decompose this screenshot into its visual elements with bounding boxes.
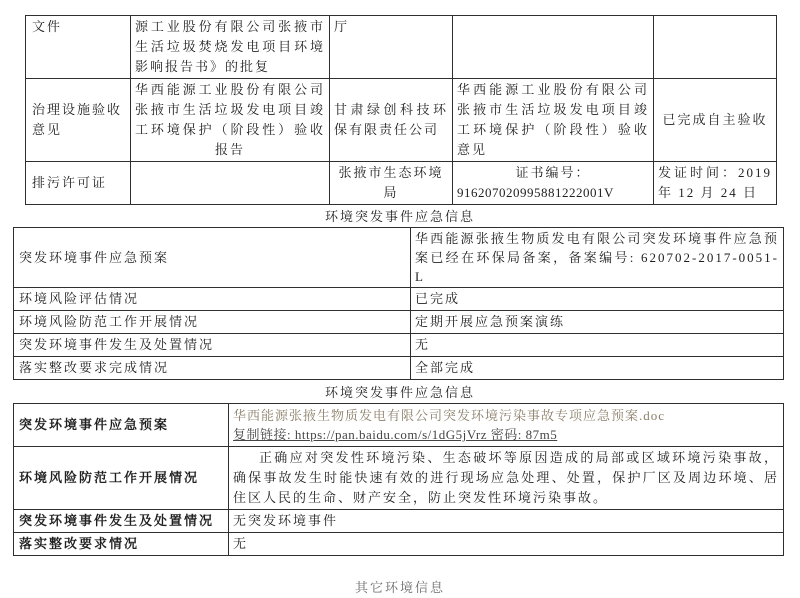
table-row-document xyxy=(26,16,777,79)
row-label-rectification: 落实整改要求完成情况 xyxy=(14,357,411,380)
incident-handling-value: 无突发环境事件 xyxy=(229,510,784,533)
section-title-emergency-info-1: 环境突发事件应急信息 xyxy=(324,209,475,224)
table-row xyxy=(14,288,784,311)
emergency-detail-table xyxy=(13,403,784,556)
row-label-risk-assessment: 环境风险评估情况 xyxy=(14,288,411,311)
row-label-document: 文件 xyxy=(26,16,131,79)
acceptance-status-text: 已完成自主验收 xyxy=(654,79,777,162)
certificate-number-label: 证书编号： xyxy=(515,165,591,180)
issuing-agency-fragment: 厅 xyxy=(330,16,453,79)
issue-date-text: 发证时间：2019 年 12 月 24 日 xyxy=(654,162,777,205)
acceptance-agency-text: 甘肃绿创科技环保有限责任公司 xyxy=(330,79,453,162)
table-row xyxy=(14,533,784,556)
acceptance-report-text: 华西能源工业股份有限公司张掖市生活垃圾发电项目竣工环境保护（阶段性）验收报告 xyxy=(131,79,330,162)
row-label-risk-prevention: 环境风险防范工作开展情况 xyxy=(14,447,229,510)
table-row xyxy=(14,334,784,357)
row-label-facility-acceptance: 治理设施验收意见 xyxy=(26,79,131,162)
table-row xyxy=(14,404,784,447)
emergency-plan-cell xyxy=(229,404,784,447)
risk-prevention-paragraph: 正确应对突发性环境污染、生态破坏等原因造成的局部或区域环境污染事故，确保事故发生时能快速有效的进行现场应急处理、处置，保护厂区及周边环境、居住区人民的生命、财产安全，防止突发性环境污染事故。 xyxy=(233,450,779,505)
row-label-rectification: 落实整改要求情况 xyxy=(14,533,229,556)
permit-acceptance-table xyxy=(25,15,777,205)
table-row-discharge-permit xyxy=(26,162,777,205)
incident-handling-value: 无 xyxy=(411,334,784,357)
table-row xyxy=(14,311,784,334)
table-row xyxy=(14,357,784,380)
table-row xyxy=(14,510,784,533)
row-label-emergency-plan: 突发环境事件应急预案 xyxy=(14,404,229,447)
emergency-summary-table xyxy=(13,227,784,380)
plan-download-link[interactable]: 复制链接: https://pan.baidu.com/s/1dG5jVrz 密码: 87m5 xyxy=(233,427,558,442)
certificate-number-value: 916207020995881222001V xyxy=(457,185,614,200)
rectification-value: 全部完成 xyxy=(411,357,784,380)
empty-cell xyxy=(453,16,654,79)
risk-prevention-value: 定期开展应急预案演练 xyxy=(411,311,784,334)
permit-agency-text: 张掖市生态环境局 xyxy=(330,162,453,205)
row-label-incident-handling: 突发环境事件发生及处置情况 xyxy=(14,334,411,357)
risk-prevention-cell xyxy=(229,447,784,510)
row-label-incident-handling: 突发环境事件发生及处置情况 xyxy=(14,510,229,533)
acceptance-opinion-text: 华西能源工业股份有限公司张掖市生活垃圾发电项目竣工环境保护（阶段性）验收意见 xyxy=(453,79,654,162)
eia-approval-text: 源工业股份有限公司张掖市生活垃圾焚烧发电项目环境影响报告书》的批复 xyxy=(131,16,330,79)
certificate-cell xyxy=(453,162,654,205)
row-label-risk-prevention: 环境风险防范工作开展情况 xyxy=(14,311,411,334)
row-label-emergency-plan: 突发环境事件应急预案 xyxy=(14,228,411,288)
table-row xyxy=(14,228,784,288)
row-label-discharge-permit: 排污许可证 xyxy=(26,162,131,205)
empty-cell xyxy=(654,16,777,79)
empty-cell xyxy=(131,162,330,205)
plan-document-name: 华西能源张掖生物质发电有限公司突发环境污染事故专项应急预案.doc xyxy=(233,408,666,423)
emergency-plan-filing-text: 华西能源张掖生物质发电有限公司突发环境事件应急预案已经在环保局备案，备案编号: 620702-2017-0051-L xyxy=(411,228,784,288)
section-title-other-info: 其它环境信息 xyxy=(354,580,445,595)
table-row-facility-acceptance xyxy=(26,79,777,162)
table-row xyxy=(14,447,784,510)
section-title-emergency-info-2: 环境突发事件应急信息 xyxy=(324,385,475,400)
rectification-value: 无 xyxy=(229,533,784,556)
risk-assessment-value: 已完成 xyxy=(411,288,784,311)
